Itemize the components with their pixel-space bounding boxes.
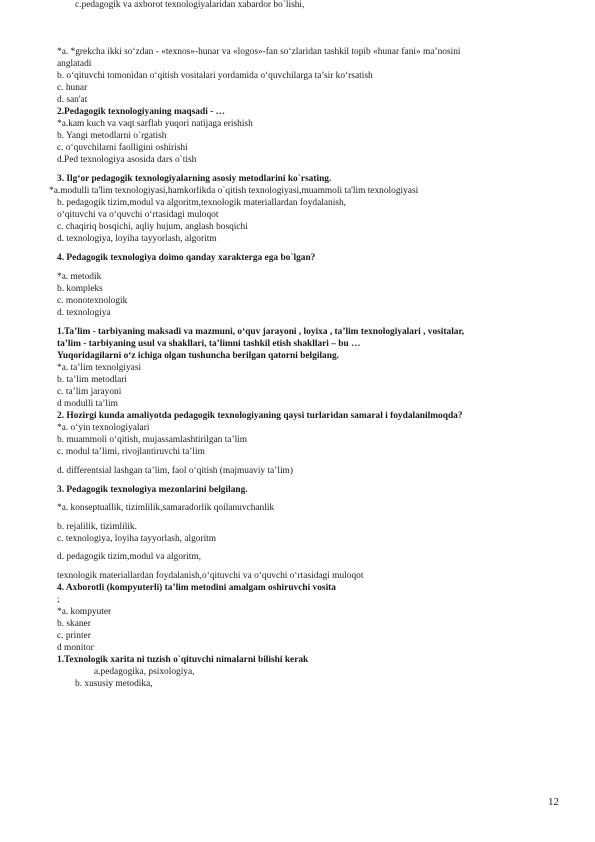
text-line: b. muammoli o‘qitish, mujassamlashtirilgan ta’lim xyxy=(57,435,248,445)
text-line: *a. konseptuallik, tizimlilik,samaradorlik qoilanuvchanlik xyxy=(57,503,275,513)
text-line: b. kompleks xyxy=(57,284,103,294)
text-line: 3. Ilg‘or pedagogik texnologiyalarning asosiy metodlarini ko`rsating. xyxy=(57,174,332,184)
text-line: c. hunar xyxy=(57,83,88,93)
text-line: b. Yangi metodlarni o`rgatish xyxy=(57,131,167,141)
text-line: d monitor xyxy=(57,643,94,653)
text-line: anglatadi xyxy=(57,59,92,69)
text-line: o‘qituvchi va o‘quvchi o‘rtasidagi muloqot xyxy=(57,210,219,220)
text-line: d. texnologiya, loyiha tayyorlash, algoritm xyxy=(57,234,217,244)
text-line: c. texnologiya, loyiha tayyorlash, algoritm xyxy=(57,534,217,544)
text-line: d. pedagogik tizim,modul va algoritm, xyxy=(57,552,201,562)
text-line: b. o‘qituvchi tomonidan o‘qitish vositalari yordamida o‘quvchilarga ta’sir ko‘rsatish xyxy=(57,71,373,81)
text-line: d modulli ta’lim xyxy=(57,399,118,409)
text-line: 4. Pedagogik texnologiya doimo qanday xarakterga ega bo`lgan? xyxy=(57,253,316,263)
text-line: 3. Pedagogik texnologiya mezonlarini belgilang. xyxy=(57,485,248,495)
text-line: c. ta’lim jarayoni xyxy=(57,387,122,397)
text-line: texnologik materiallardan foydalanish,o‘qituvchi va o‘quvchi o‘rtasidagi muloqot xyxy=(57,571,364,581)
text-line: *a.kam kuch va vaqt sarflab yuqori natijaga erishish xyxy=(57,119,253,129)
text-line: b. pedagogik tizim,modul va algoritm,texnologik materiallardan foydalanish, xyxy=(57,198,346,208)
text-line: c. o‘quvchilarni faolligini oshirishi xyxy=(57,143,188,153)
text-line: d.Ped texnologiya asosida dars o`tish xyxy=(57,155,197,165)
text-line: *a. o‘yin texnologiyalari xyxy=(57,423,150,433)
text-line: ta’lim - tarbiyaning usul va shakllari, ta’limni tashkil etish shakllari – bu … xyxy=(57,339,361,349)
text-line: 1.Ta’lim - tarbiyaning maksadi va mazmuni, o‘quv jarayoni , loyixa , ta’lim texnologiyalari , vositalar, xyxy=(57,327,465,337)
text-line: *a. *grekcha ikki so‘zdan - «texnos»-hunar va «logos»-fan so‘zlaridan tashkil topib «hunar fani» ma’nosini xyxy=(57,47,461,57)
text-line: 2.Pedagogik texnologiyaning maqsadi - … xyxy=(57,107,225,117)
text-line: c. chaqiriq bosqichi, aqliy hujum, anglash bosqichi xyxy=(57,222,248,232)
text-line: 2. Hozirgi kunda amaliyotda pedagogik texnologiyaning qaysi turlaridan samaral i foydalanilmoqda? xyxy=(57,411,463,421)
text-line: *a. kompyuter xyxy=(57,607,112,617)
text-line: *a.modulli ta'lim texnologiyasi,hamkorlikda o`qitish texnologiyasi,muammoli ta'lim texnologiyasi xyxy=(49,186,419,196)
page-number: 12 xyxy=(548,796,559,808)
text-line: *a. ta’lim texnolgiyasi xyxy=(57,363,142,373)
text-line: a.pedagogika, psixologiya, xyxy=(94,667,195,677)
text-line: *a. metodik xyxy=(57,272,102,282)
text-line: d. san'at xyxy=(57,95,88,105)
text-line: c. monotexnologik xyxy=(57,296,128,306)
text-line: 4. Axborotli (kompyuterli) ta’lim metodini amalgam oshiruvchi vosita xyxy=(57,583,336,593)
text-line: ; xyxy=(57,595,60,605)
text-line: Yuqoridagilarni o‘z ichiga olgan tushuncha berilgan qatorni belgilang. xyxy=(57,351,339,361)
text-line: b. rejalilik, tizimlilik. xyxy=(57,522,137,532)
text-line: c. modul ta’limi, rivojlantiruvchi ta’lim xyxy=(57,447,205,457)
text-line: d. differentsial lashgan ta’lim, faol o‘qitish (majmuaviy ta’lim) xyxy=(57,466,293,476)
text-line: b. skaner xyxy=(57,619,91,629)
text-line: b. xususiy metodika, xyxy=(75,679,153,689)
text-line: c. printer xyxy=(57,631,91,641)
text-line: d. texnologiya xyxy=(57,308,111,318)
text-line: b. ta’lim metodlari xyxy=(57,375,128,385)
text-line: c.pedagogik va axborot texnologiyalaridan xabardor bo`lishi, xyxy=(75,0,305,10)
text-line: 1.Texnologik xarita ni tuzish o`qituvchi nimalarni bilishi kerak xyxy=(57,655,309,665)
